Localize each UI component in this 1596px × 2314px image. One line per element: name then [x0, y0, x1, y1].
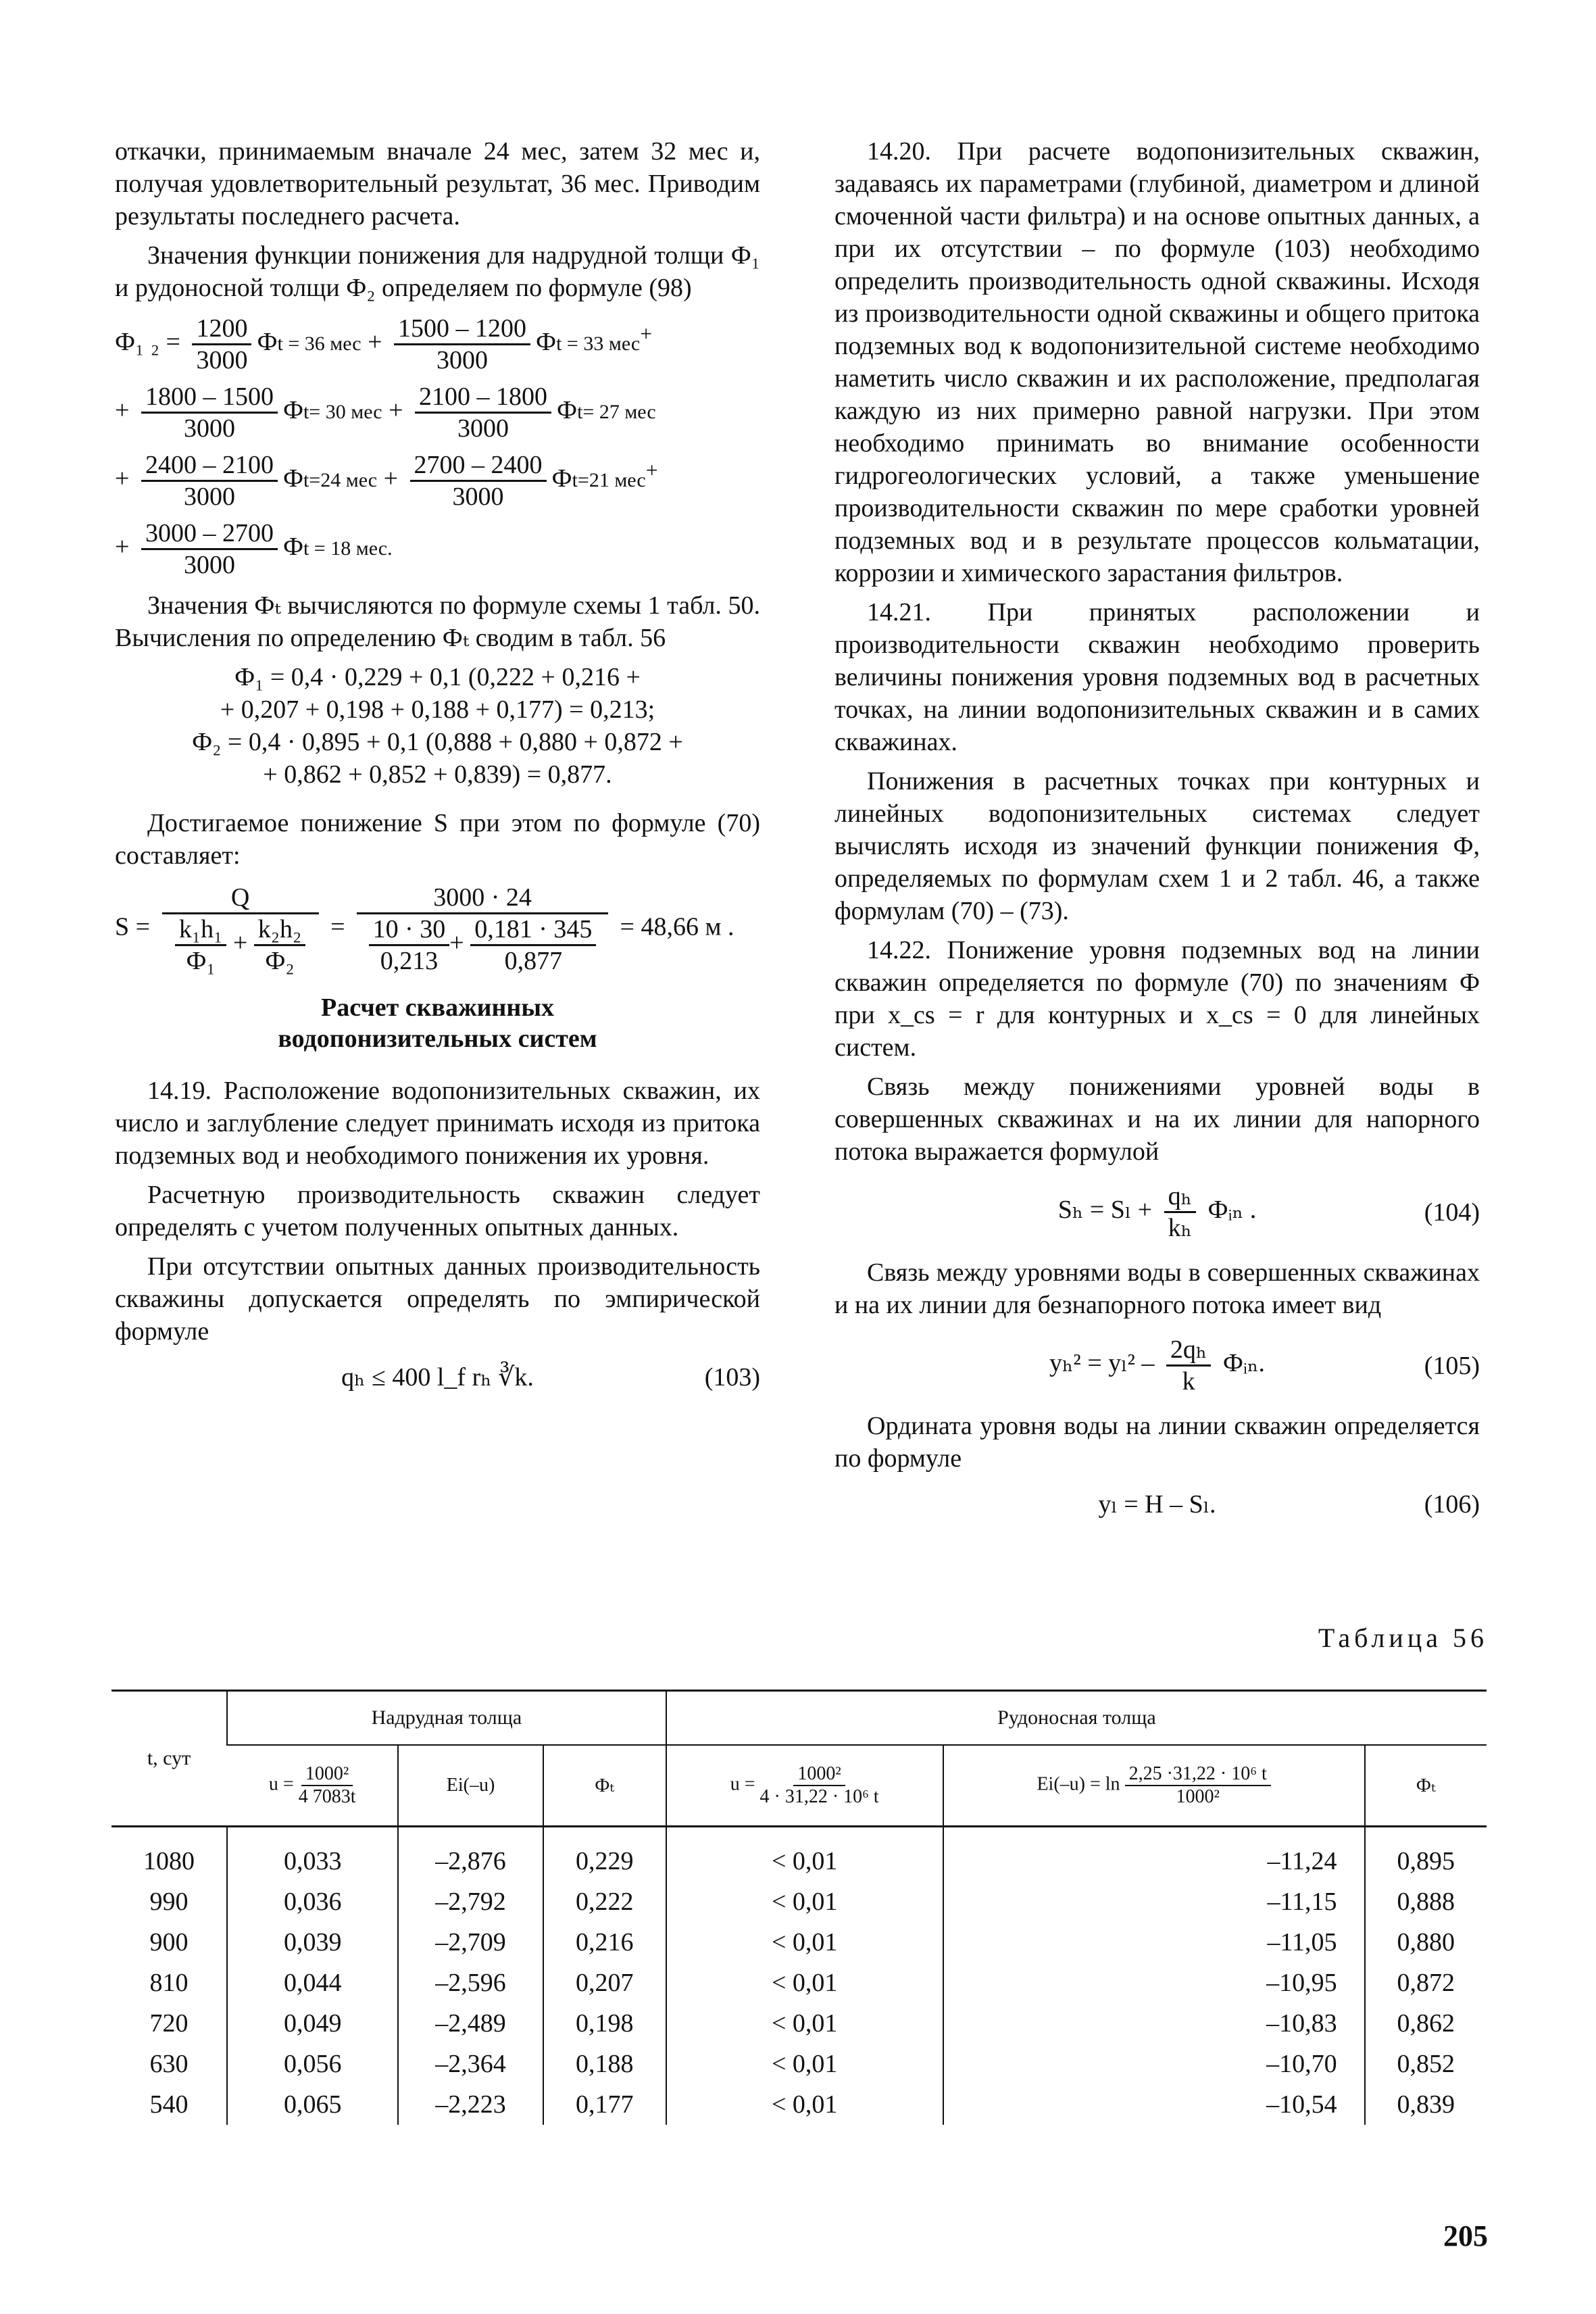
table-cell: 0,207 — [543, 1963, 666, 2003]
table-cell: 0,188 — [543, 2044, 666, 2084]
col-header-u1: u = $\frac{\text{1000²}}{4 7083t}$ — [227, 1745, 398, 1827]
table-cell: 0,056 — [227, 2044, 398, 2084]
col-header-ei2: Ei(–u) = ln $\frac{\text{2,25 ·31,22 · 10⁶ t}}{\text{1000²}}$ — [943, 1745, 1365, 1827]
table-cell: –10,95 — [943, 1963, 1365, 2003]
table-row — [111, 2003, 1487, 2044]
table-cell: 900 — [149, 1928, 189, 1956]
table-cell: –10,83 — [943, 2003, 1365, 2044]
table-row — [111, 1963, 1487, 2003]
table-title: Таблица 56 — [1318, 1623, 1488, 1653]
table-cell: –2,223 — [398, 2084, 543, 2125]
paragraph: Расчетную производительность скважин следует определять с учетом полученных опытных данных. — [115, 1181, 760, 1241]
group-header: Надрудная толща — [227, 1691, 666, 1746]
col-header-t: t, сут — [111, 1691, 227, 1827]
table-row — [111, 2044, 1487, 2084]
paragraph: Достигаемое понижение S при этом по формуле (70) составляет: — [115, 809, 760, 870]
table-cell: 0,222 — [543, 1881, 666, 1922]
table-cell: –2,876 — [398, 1827, 543, 1882]
table-cell: 0,852 — [1365, 2044, 1487, 2084]
table-cell: –11,15 — [943, 1881, 1365, 1922]
table-row — [111, 1827, 1487, 1882]
table-cell: 0,862 — [1365, 2003, 1487, 2044]
paragraph: 14.20. При расчете водопонизительных скважин, задаваясь их параметрами (глубиной, диаметром и длиной смоченной части фильтра) и на основе опытных данных, а при их отсутствии – по формуле (103) необходимо определить производительность одной скважины. Исходя из производительности одной скважины и общего притока подземных вод к водопонизительной системе необходимо наметить число скважин и их расположение, предполагая каждую из них примерно равной нагрузки. При этом необходимо принимать во внимание особенности гидрогеологических условий, а также уменьшение производительности скважин по мере сработки уровней подземных вод и в результате процессов кольматации, коррозии и химического зарастания фильтров. — [834, 137, 1480, 587]
formula-103: qₕ ≤ 400 l_f rₕ ∛k. (103) — [341, 1363, 760, 1392]
table-cell: < 0,01 — [666, 1827, 943, 1882]
table-cell: 720 — [149, 2009, 189, 2038]
table-cell: 0,177 — [543, 2084, 666, 2125]
paragraph: откачки, принимаемым вначале 24 мес, затем 32 мес и, получая удовлетворительный результат, 36 мес. Приводим результаты последнего расчета. — [115, 137, 760, 230]
col-header-phi1: Фₜ — [543, 1745, 666, 1827]
formula-phi1-a: Ф₁ = 0,4 · 0,229 + 0,1 (0,222 + 0,216 + — [234, 663, 641, 691]
table-cell: 0,033 — [227, 1827, 398, 1882]
col-header-u2: u = $\frac{\text{1000²}}{\text{4 · 31,22 · 10⁶ t}}$ — [666, 1745, 943, 1827]
col-header-ei1: Ei(–u) — [398, 1745, 543, 1827]
table-cell: 0,229 — [543, 1827, 666, 1882]
table-cell: –11,24 — [943, 1827, 1365, 1882]
table-cell: 0,036 — [227, 1881, 398, 1922]
table-cell: 630 — [149, 2050, 189, 2078]
table-cell: 1080 — [143, 1847, 195, 1875]
formula-phi1-b: + 0,207 + 0,198 + 0,188 + 0,177) = 0,213; — [220, 695, 655, 724]
formula-105: yₕ² = yₗ² – $\frac{\text{2qₕ}}{k}$ Фᵢₙ. (105) — [1049, 1335, 1480, 1396]
table-cell: –2,596 — [398, 1963, 543, 2003]
table-cell: 0,888 — [1365, 1881, 1487, 1922]
paragraph: 14.22. Понижение уровня подземных вод на линии скважин определяется по формуле (70) по значениям Ф при x_cs = r для контурных и x_cs = 0 для линейных систем. — [834, 936, 1480, 1062]
paragraph: Связь между понижениями уровней воды в совершенных скважинах и на их линии для напорного потока выражается формулой — [834, 1073, 1480, 1166]
table-cell: 0,216 — [543, 1922, 666, 1963]
table-cell: 0,839 — [1365, 2084, 1487, 2125]
col-header-phi2: Фₜ — [1365, 1745, 1487, 1827]
table-row — [111, 1881, 1487, 1922]
table-cell: 0,880 — [1365, 1922, 1487, 1963]
paragraph: 14.21. При принятых расположении и производительности скважин необходимо проверить величины понижения уровня подземных вод в расчетных точках, на линии водопонизительных скважин и в самих скважинах. — [834, 598, 1480, 756]
table-cell: –2,489 — [398, 2003, 543, 2044]
table-56 — [111, 1690, 1487, 2125]
table-cell: 0,065 — [227, 2084, 398, 2125]
paragraph: Связь между уровнями воды в совершенных скважинах и на их линии для безнапорного потока имеет вид — [834, 1258, 1480, 1319]
table-cell: 810 — [149, 1969, 189, 1997]
group-header: Рудоносная толща — [666, 1691, 1487, 1746]
table-cell: 540 — [149, 2090, 189, 2119]
table-cell: < 0,01 — [666, 2084, 943, 2125]
table-cell: –11,05 — [943, 1922, 1365, 1963]
section-heading: Расчет скважинных водопонизительных систем — [278, 993, 597, 1053]
table-cell: 0,049 — [227, 2003, 398, 2044]
table-cell: 0,039 — [227, 1922, 398, 1963]
table-cell: –10,70 — [943, 2044, 1365, 2084]
table-cell: –2,364 — [398, 2044, 543, 2084]
table-cell: 0,895 — [1365, 1827, 1487, 1882]
table-cell: 0,198 — [543, 2003, 666, 2044]
right-column — [834, 135, 1480, 1534]
table-cell: < 0,01 — [666, 1922, 943, 1963]
table-cell: 0,044 — [227, 1963, 398, 2003]
formula-98: Ф₁ ₂ = $\frac{1200}{3000}$ Фt = 36 мес + $\frac{1500 - 1200}{3000}$ Фt = 33 мес+ + $\frac{1800 - 1500}{3000}$ Фt= 30 мес + $\frac{2100 - 1800}{3000}$ Фt= 27 мес + $\frac{2400 - 2100}{3000}$ Фt=24 мес + $\frac{2700 - 2400}{3000}$ Фt=21 мес+ + $\frac{3000 - 2700}{3000}$ Фt = 18 мес. — [115, 314, 658, 579]
paragraph: Значения функции понижения для надрудной толщи Ф₁ и рудоносной толщи Ф₂ определяем по формуле (98) — [115, 241, 760, 302]
table-row — [111, 2084, 1487, 2125]
paragraph: Ордината уровня воды на линии скважин определяется по формуле — [834, 1412, 1480, 1473]
formula-phi2-b: + 0,862 + 0,852 + 0,839) = 0,877. — [263, 760, 612, 789]
paragraph: Понижения в расчетных точках при контурных и линейных водопонизительных системах следует вычислять исходя из значений функции понижения Ф, определяемых по формулам схем 1 и 2 табл. 46, а также формулам (70) – (73). — [834, 767, 1480, 925]
formula-104: Sₕ = Sₗ + $\frac{\text{qₕ}}{\text{kₕ}}$ Фᵢₙ . (104) — [1057, 1182, 1480, 1242]
table-cell: 0,872 — [1365, 1963, 1487, 2003]
page-number: 205 — [1443, 2219, 1488, 2253]
table-row — [111, 1922, 1487, 1963]
table-cell: < 0,01 — [666, 2003, 943, 2044]
table-cell: –2,792 — [398, 1881, 543, 1922]
paragraph: При отсутствии опытных данных производительность скважины допускается определять по эмпирической формуле — [115, 1252, 760, 1346]
table-cell: –10,54 — [943, 2084, 1365, 2125]
paragraph: Значения Фₜ вычисляются по формуле схемы 1 табл. 50. Вычисления по определению Фₜ сводим в табл. 56 — [115, 591, 760, 652]
table-cell: < 0,01 — [666, 1881, 943, 1922]
table-cell: 990 — [149, 1888, 189, 1916]
table-cell: < 0,01 — [666, 2044, 943, 2084]
formula-s: S = Q $\frac{\text{k₁h₁}}{\text{Ф₁}}$ + $\frac{\text{k₂h₂}}{\text{Ф₂}}$ = 3000 · 24 $\frac{10 \cdot 30}{0,213}$ + $\frac{0,181 \cdot 345}{0,877}$ = 48,66 м . — [115, 883, 734, 975]
left-column — [115, 135, 760, 1407]
paragraph: 14.19. Расположение водопонизительных скважин, их число и заглубление следует принимать исходя из притока подземных вод и необходимого понижения их уровня. — [115, 1077, 760, 1170]
formula-106: yₗ = H – Sₗ. (106) — [1098, 1490, 1480, 1519]
table-cell: < 0,01 — [666, 1963, 943, 2003]
formula-phi2-a: Ф₂ = 0,4 · 0,895 + 0,1 (0,888 + 0,880 + 0,872 + — [192, 728, 683, 756]
table-cell: –2,709 — [398, 1922, 543, 1963]
